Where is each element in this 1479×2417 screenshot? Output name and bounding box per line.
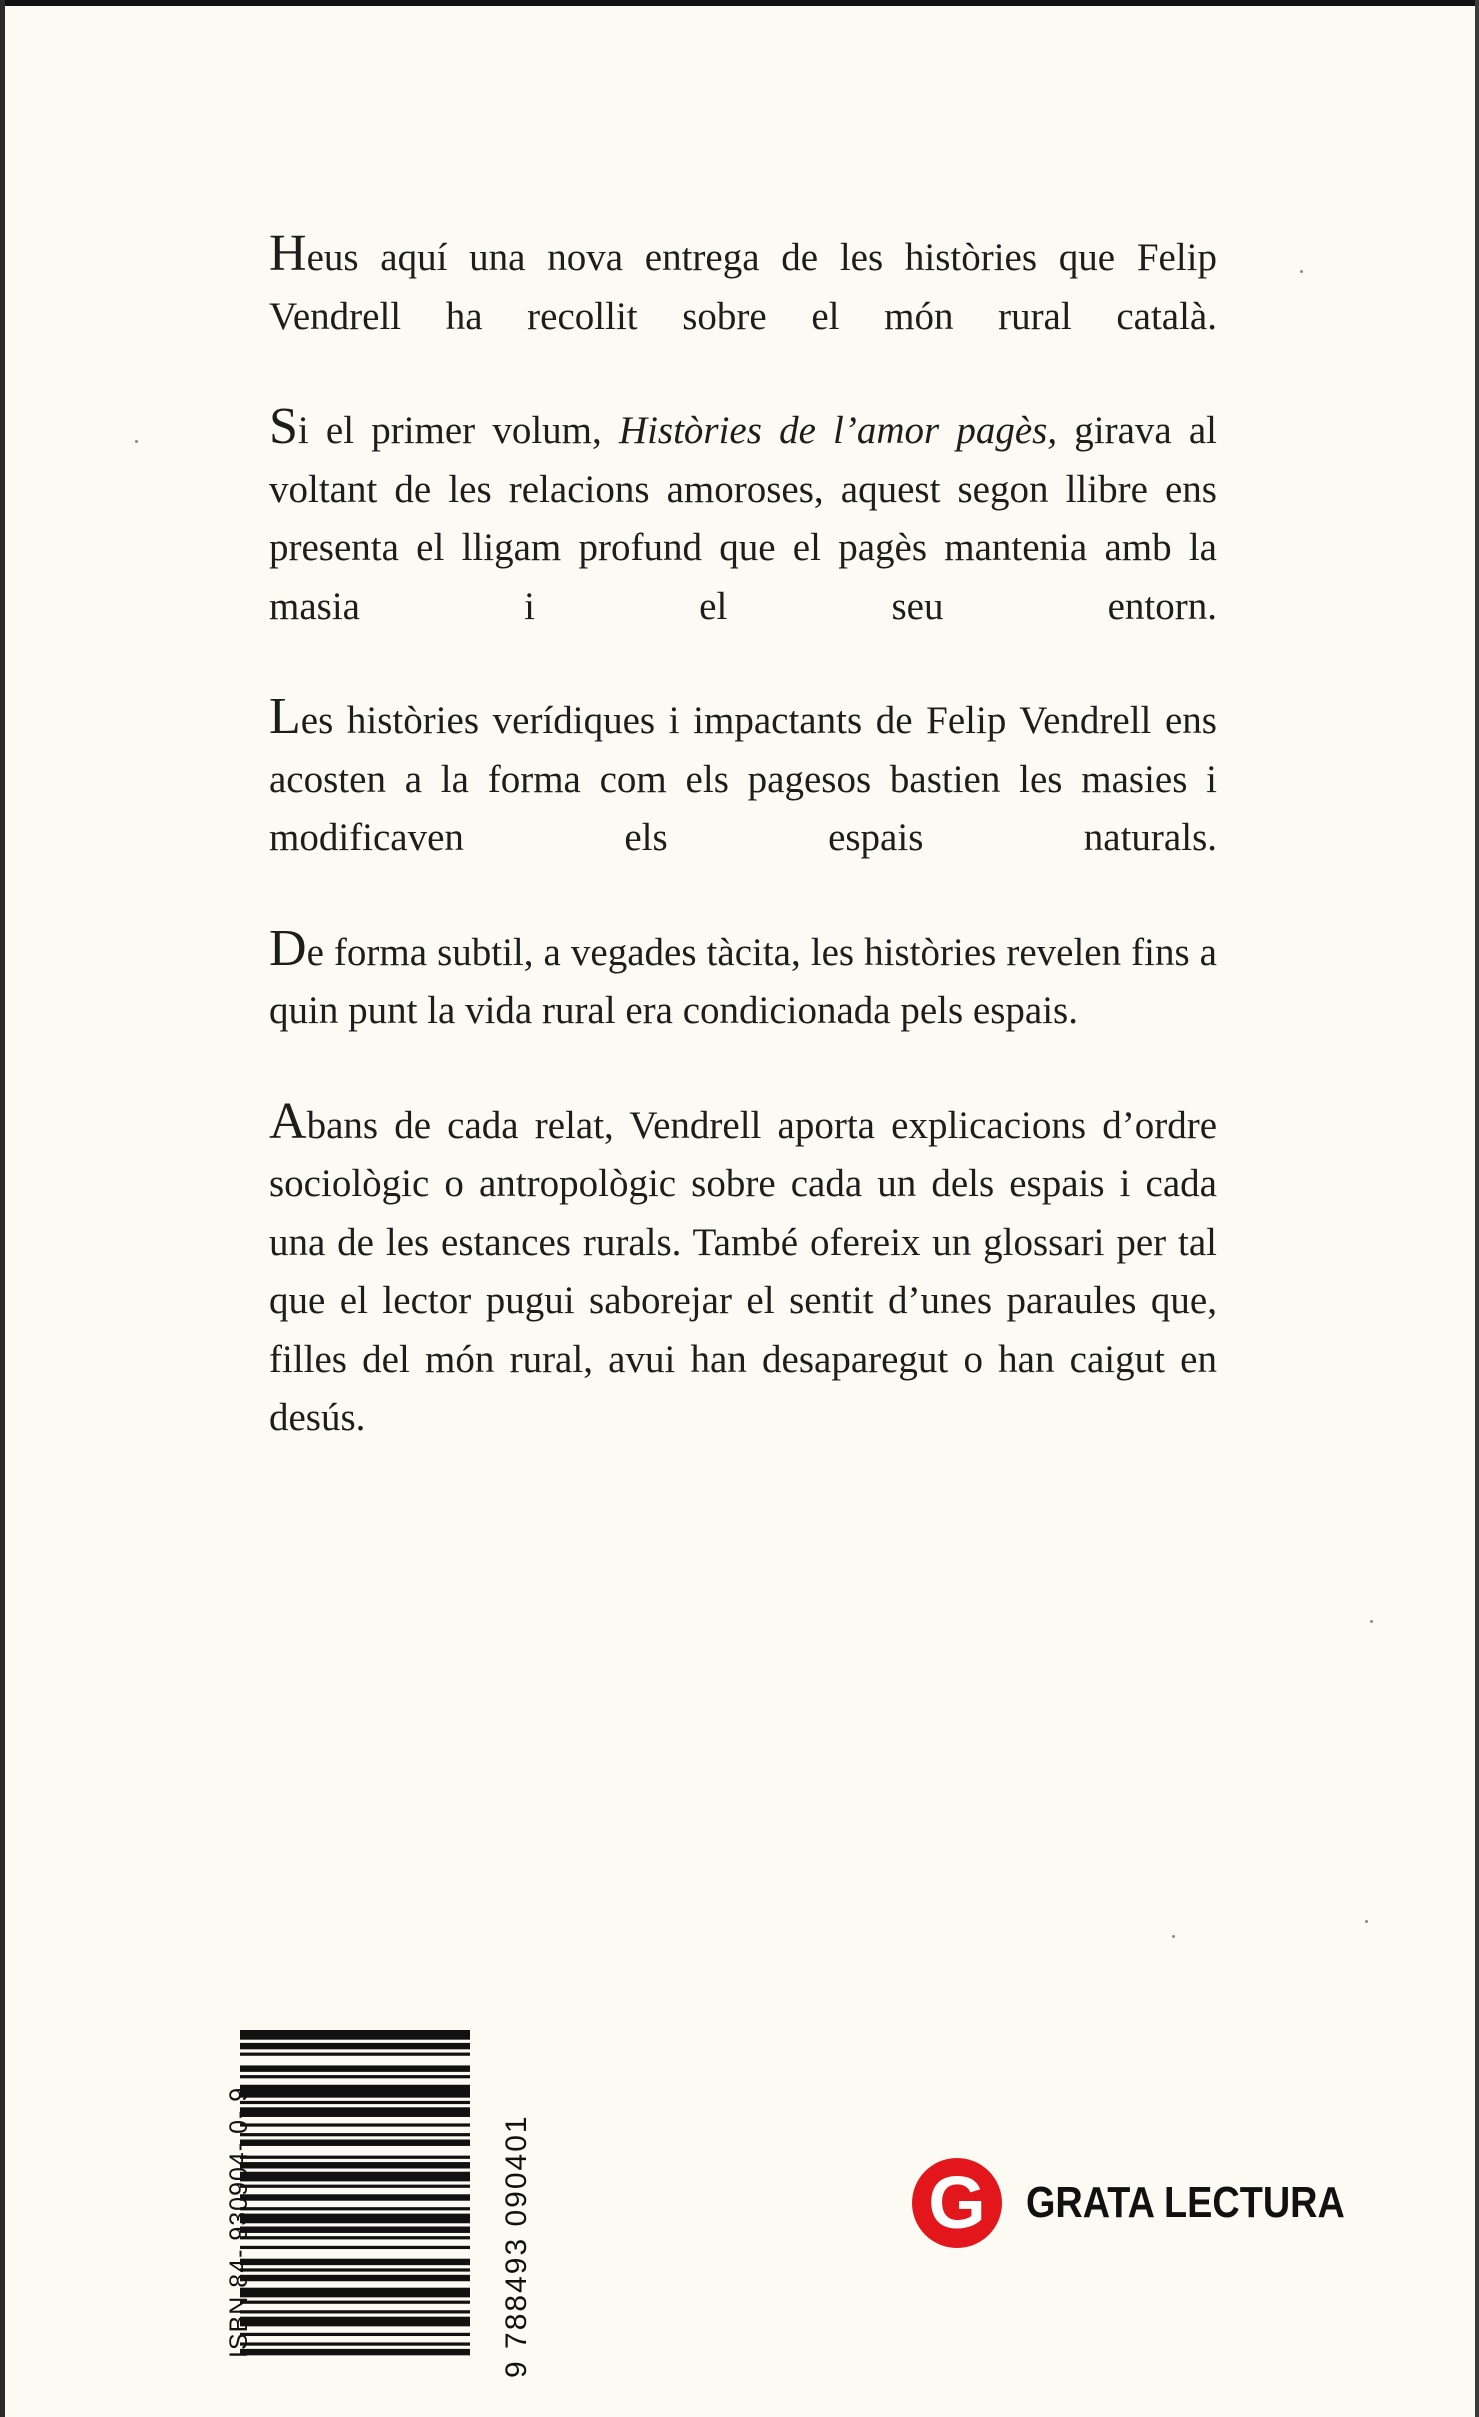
paragraph-text: i el primer volum, [297,409,619,452]
paragraph-initial: L [269,688,301,745]
paragraph-initial: A [269,1092,307,1150]
publisher-g-icon: G [912,2158,1002,2248]
page-edge-top [0,0,1479,6]
paragraph-initial: D [269,919,307,977]
paragraph-text: bans de cada relat, Vendrell aporta explicacions d’ordre sociològic o antropològic sobre cada un dels espais i cada una de les estances rurals. També ofereix un glossari per tal que el lector pugui saborejar el sentit d’unes paraules que, filles del món rural, avui han desaparegut o han caigut en desús. [269,1103,1217,1439]
paragraph-text: eus aquí una nova entrega de les històries que Felip Vendrell ha recollit sobre el món rural català. [269,236,1217,338]
paper-speck [1370,1620,1373,1623]
paragraph-text: es històries verídiques i impactants de Felip Vendrell ens acosten a la forma com els pagesos bastien les masies i modificaven els espais naturals. [269,699,1217,859]
blurb-paragraph-5 [269,1092,1217,1448]
paragraph-text: girava al voltant de les relacions amoroses, aquest segon llibre ens presenta el lligam profund que el pagès mantenia amb la masia i el seu entorn. [269,409,1218,628]
blurb-paragraph-2 [269,398,1218,636]
back-cover-blurb [269,225,1218,1503]
isbn-label: ISBN 84- 930904- 0- 9 [225,2086,253,2358]
publisher-logo [912,2158,1397,2248]
paragraph-text: e forma subtil, a vegades tàcita, les històries revelen fins a quin punt la vida rural era condicionada pels espais. [269,930,1217,1032]
blurb-paragraph-1 [269,225,1217,346]
paragraph-initial: S [269,398,298,455]
publisher-name: GRATA LECTURA [1026,2178,1345,2227]
paper-speck [1300,270,1303,273]
paragraph-initial: H [269,225,307,282]
page-edge-left [0,0,5,2417]
ean-digits: 9 788493 090401 [500,2114,533,2378]
barcode-bars-icon [240,2030,470,2365]
page-edge-right [1475,0,1479,2417]
first-volume-title: Històries de l’amor pagès, [618,409,1058,452]
blurb-paragraph-4 [269,919,1217,1041]
blurb-paragraph-3 [269,688,1217,868]
paper-speck [1172,1935,1175,1938]
paper-speck [1365,1920,1368,1923]
paper-speck [135,440,138,443]
